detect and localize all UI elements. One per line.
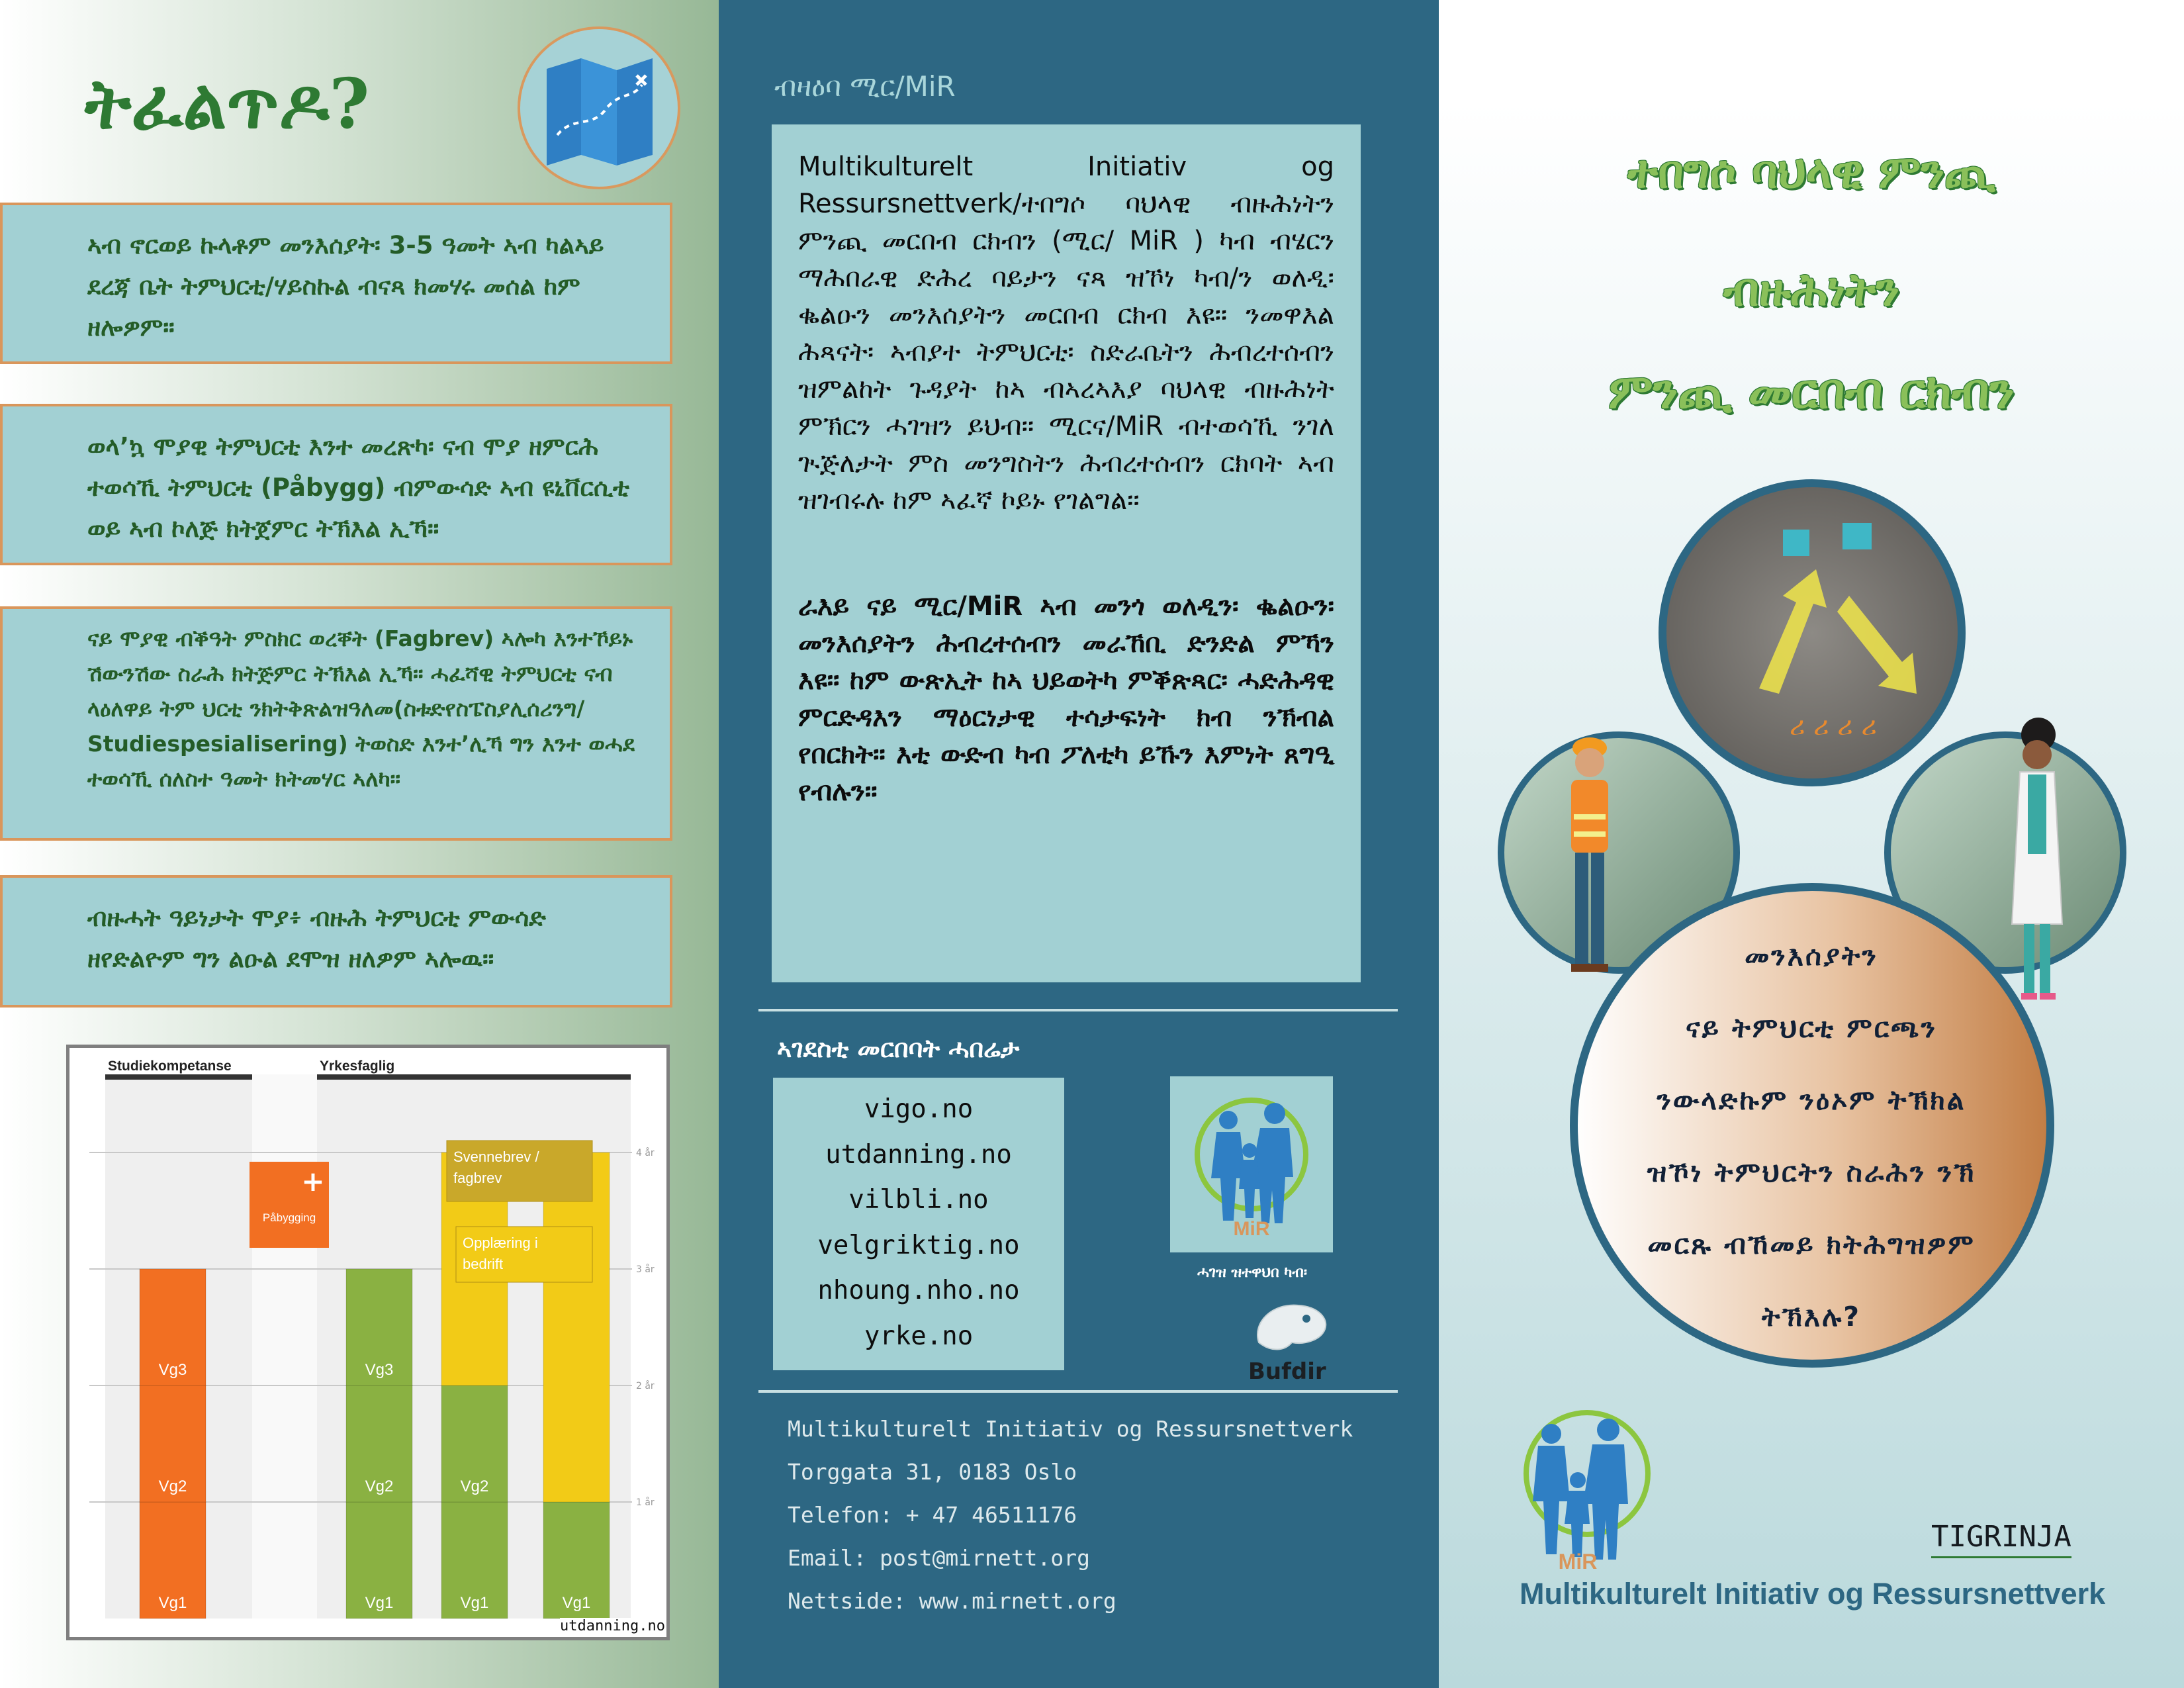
bar-label: Vg1 — [158, 1594, 187, 1612]
language-label: TIGRINJA — [1931, 1520, 2071, 1558]
contact-org: Multikulturelt Initiativ og Ressursnettverk — [788, 1416, 1353, 1442]
info-text: ኣብ ኖርወይ ኩላቶም መንእሰያት፡ 3-5 ዓመት ኣብ ካልኣይ ደረጃ ቤት ትምህርቲ/ሃይስኩል ብናጻ ክመሃሩ መሰል ከም ዘሎዎም። — [87, 231, 604, 342]
info-text: ወላ’ኳ ሞያዊ ትምህርቲ እንተ መረጽካ፡ ናብ ሞያ ዘምርሕ ተወሳኺ ትምህርቲ (Påbygg) ብምውሳድ ኣብ ዩኒቨርሲቲ ወይ ኣብ ኮለጅ ክትጀምር ትኽእል ኢኻ። — [87, 432, 629, 543]
chart-source: utdanning.no — [560, 1618, 665, 1634]
annotation-label: Opplæring i — [463, 1235, 538, 1251]
divider — [758, 1390, 1398, 1393]
contact-website[interactable]: Nettside: www.mirnett.org — [788, 1588, 1116, 1614]
chalk-arrow-photo — [1662, 483, 1962, 782]
info-box-pabygg — [0, 404, 672, 565]
info-text: ብዙሓት ዓይነታት ሞያ፥ ብዙሕ ትምህርቲ ምውሳድ ዘየድልዮም ግን ልዑል ደሞዝ ዘለዎም ኣሎዉ። — [87, 904, 546, 973]
svg-text:MiR: MiR — [1558, 1550, 1598, 1573]
chart-canvas — [69, 1048, 666, 1637]
group-header-label: Yrkesfaglig — [320, 1058, 395, 1074]
y-tick-label: 4 år — [636, 1148, 655, 1158]
folded-map-icon — [518, 26, 680, 189]
bar-label: Vg1 — [460, 1594, 489, 1612]
question-line: መርጹ ብኸመይ ክትሕግዝዎም — [1647, 1229, 1976, 1260]
annotation-label: fagbrev — [453, 1170, 502, 1186]
question-line: ንውላድኩም ንዕኦም ትኽክል — [1657, 1084, 1966, 1116]
org-logo — [1509, 1407, 1655, 1575]
bar-label: Vg2 — [460, 1477, 489, 1495]
bufdir-label: Bufdir — [1248, 1358, 1326, 1385]
useful-links-list — [773, 1078, 1064, 1370]
about-heading: ብዛዕባ ሚር/MiR — [774, 70, 956, 103]
mir-logo — [1170, 1076, 1333, 1252]
question-text — [1439, 920, 2184, 1353]
question-line: ትኽእሉ? — [1761, 1301, 1862, 1333]
hero-title-line-2: ብዙሕነትን — [1723, 263, 1899, 316]
question-line: መንእሰያትን — [1745, 940, 1878, 972]
y-tick-label: 1 år — [636, 1497, 655, 1508]
bar-label: Vg1 — [365, 1594, 394, 1612]
org-name: Multikulturelt Initiativ og Ressursnettverk — [1520, 1577, 2106, 1611]
link-vilbli[interactable]: vilbli.no — [848, 1185, 989, 1215]
hero-title-line-1: ተበግሶ ባህላዊ ምንጪ — [1627, 146, 1995, 199]
plus-icon: + — [301, 1165, 325, 1197]
contact-info — [788, 1407, 1353, 1622]
about-paragraph-1: Multikulturelt Initiativ og Ressursnettverk/ተበግሶ ባህላዊ ብዙሕነትን ምንጪ መርበብ ርክብን (ሚር/ MiR ) ካብ ብሄርን ማሕበራዊ ድሕረ ባይታን ናጻ ዝኾነ ካብ/ን ወለዲ፡ ቈልዑን መንእሰያትን መርበብ ርክብ እዩ። ንመዋእል ሕጻናት፡ ኣብያተ ትምህርቲ፡ ስድራቤትን ሕብረተሰብን ዝምልከት ጉዳያት ከኣ ብኣረኣእያ ባህላዊ ብዙሕነት ምኽርን ሓገዝን ይህብ። ሚርና/MiR ብተወሳኺ ንገለ ጒጅለታት ምስ መንግስትን ሕብረተሰብን ርክባት ኣብ ዝገብሩሉ ከም ኣፈኛ ኮይኑ የገልግል። — [798, 152, 1334, 516]
hero-title-line-3: ምንጪ መርበብ ርክብን — [1608, 363, 2015, 419]
annotation-label: Svennebrev / — [453, 1149, 539, 1165]
page-title: ትፈልጥዶ? — [85, 63, 370, 144]
svg-text:ሪ ሪ ሪ ሪ: ሪ ሪ ሪ ሪ — [1790, 711, 1877, 741]
bar-label: Påbygging — [262, 1211, 316, 1224]
info-text: ናይ ሞያዊ ብቕዓት ምስክር ወረቐት (Fagbrev) ኣሎካ እንተኾይኑ ሽውንሽው ስራሕ ክትጅምር ትኽእል ኢኻ። ሓፈሻዊ ትምህርቲ ናብ ላዕለዋይ ትም ህርቲ ንክትቅጽልዝዓለመ(ስቱድየስፔስያሊሰሪንግ/ Studiespesialisering) ትወስድ እንተ’ሊኻ ግን እንተ ወሓደ ተወሳኺ ሰለስተ ዓመት ክትመሃር ኣለካ። — [87, 626, 635, 792]
divider — [758, 1009, 1398, 1011]
group-header-bar — [105, 1074, 252, 1080]
about-paragraph-2: ራእይ ናይ ሚር/MiR ኣብ መንጎ ወለዲን፡ ቈልዑን፡ መንእሰያትን ሕብረተሰብን መራኸቢ ድንድል ምኻን እዩ። ከም ውጽኢት ከኣ ህይወትካ ምቕጽጻር፡ ሓድሕዳዊ ምርድዳእን ማዕርነታዊ ተሳታፍነት ክብ ንኽብል የበርክት። እቲ ውድብ ካብ ፖለቲካ ይኹን እምነት ጸግዒ የብሉን። — [798, 591, 1334, 807]
y-tick-label: 2 år — [636, 1381, 655, 1391]
chart-gap-column — [252, 1074, 317, 1618]
middle-panel — [719, 0, 1439, 1688]
info-box-fagbrev — [0, 606, 672, 841]
bufdir-bird-icon — [1246, 1296, 1332, 1358]
contact-email[interactable]: Email: post@mirnett.org — [788, 1545, 1090, 1571]
bar-segment — [543, 1152, 610, 1502]
link-vigo[interactable]: vigo.no — [864, 1094, 974, 1124]
bar-label: Vg2 — [158, 1477, 187, 1495]
group-header-bar — [317, 1074, 631, 1080]
bar-label: Vg1 — [562, 1594, 591, 1612]
about-box — [772, 124, 1361, 982]
question-line: ዝኾነ ትምህርትን ስራሕን ንኽ — [1647, 1156, 1976, 1188]
link-nhoung[interactable]: nhoung.nho.no — [817, 1276, 1020, 1305]
family-icon — [1170, 1076, 1333, 1252]
left-panel — [0, 0, 719, 1688]
annotation-label: bedrift — [463, 1256, 504, 1272]
group-header-label: Studiekompetanse — [108, 1058, 232, 1074]
link-utdanning[interactable]: utdanning.no — [825, 1139, 1012, 1170]
supported-by-label: ሓገዝ ዝተዋህበ ካብ፡ — [1197, 1264, 1308, 1281]
bar-label: Vg3 — [365, 1361, 394, 1379]
info-box-free-education — [0, 203, 672, 364]
info-box-professions — [0, 875, 672, 1008]
svg-text:MiR: MiR — [1233, 1218, 1270, 1240]
education-path-chart — [66, 1045, 670, 1640]
links-heading: ኣገደስቲ መርበባት ሓበሬታ — [777, 1034, 1020, 1063]
question-line: ናይ ትምህርቲ ምርጫን — [1685, 1012, 1938, 1044]
contact-address: Torggata 31, 0183 Oslo — [788, 1459, 1077, 1485]
contact-phone[interactable]: Telefon: + 47 46511176 — [788, 1502, 1077, 1528]
link-velgriktig[interactable]: velgriktig.no — [817, 1230, 1020, 1260]
y-tick-label: 3 år — [636, 1264, 655, 1275]
bar-label: Vg3 — [158, 1361, 187, 1379]
family-icon — [1509, 1407, 1655, 1573]
bar-label: Vg2 — [365, 1477, 394, 1495]
link-yrke[interactable]: yrke.no — [864, 1321, 974, 1351]
